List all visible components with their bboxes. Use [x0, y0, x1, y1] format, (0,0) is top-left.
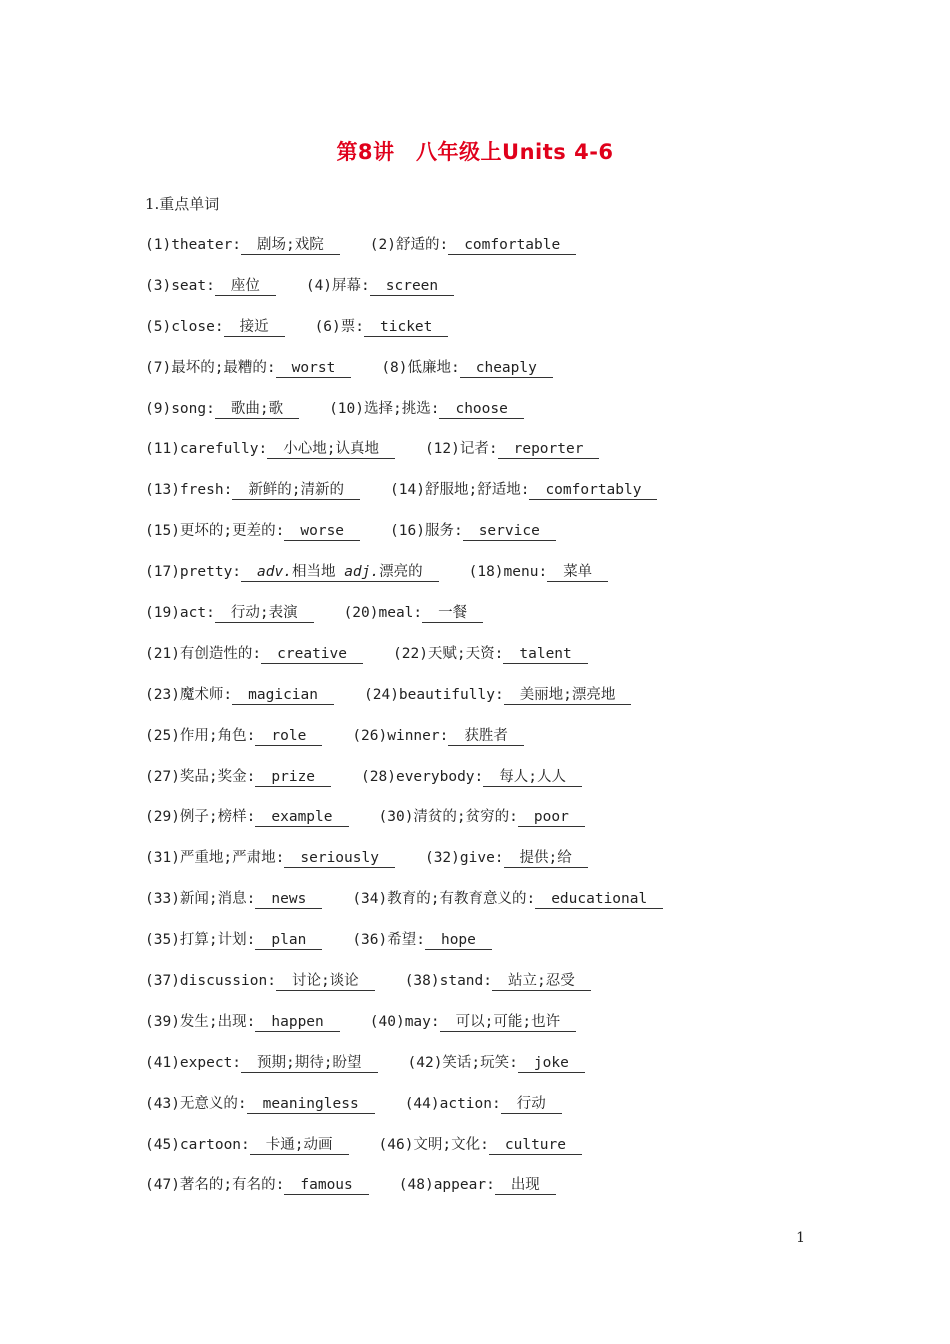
vocab-prompt: (42)笑话;玩笑: [407, 1054, 518, 1071]
vocab-prompt: (43)无意义的: [145, 1095, 247, 1112]
vocab-row [145, 518, 845, 559]
vocab-row [145, 641, 845, 682]
vocab-item [390, 477, 657, 503]
vocab-row [145, 314, 845, 355]
vocab-answer: comfortable [448, 236, 576, 255]
vocab-item [145, 477, 360, 503]
vocab-row [145, 436, 845, 477]
vocab-prompt: (2)舒适的: [369, 237, 449, 253]
vocab-item [145, 518, 360, 544]
vocab-item [405, 968, 591, 994]
vocab-item [425, 436, 600, 462]
vocab-prompt: (15)更坏的;更差的: [145, 523, 285, 540]
vocab-answer: 美丽地;漂亮地 [504, 686, 632, 705]
vocab-answer: 接近 [224, 318, 285, 337]
vocab-prompt: (33)新闻;消息: [145, 891, 256, 908]
vocab-prompt: (8)低廉地: [381, 359, 460, 376]
vocab-item [145, 314, 285, 340]
vocab-item [145, 1132, 349, 1158]
vocab-item [390, 518, 556, 544]
vocab-prompt: (4)屏幕: [305, 277, 370, 294]
vocab-prompt: (38)stand: [404, 973, 492, 990]
vocab-row [145, 1132, 845, 1173]
vocab-row [145, 886, 845, 927]
vocab-row [145, 804, 845, 845]
vocab-item [344, 600, 484, 626]
vocab-answer: reporter [498, 440, 600, 459]
vocab-answer: 一餐 [422, 604, 483, 623]
vocab-prompt: (30)清贫的;贫穷的: [378, 809, 518, 826]
vocab-prompt: (44)action: [404, 1095, 501, 1112]
vocab-prompt: (25)作用;角色: [145, 727, 256, 744]
section-heading: 1.重点单词 [145, 195, 220, 213]
answer-meaning: 漂亮的 [379, 564, 423, 581]
vocab-answer: service [463, 522, 556, 541]
vocab-answer: 行动 [501, 1095, 562, 1114]
vocab-item [370, 232, 576, 258]
vocab-item [145, 682, 334, 708]
vocab-item [370, 1009, 576, 1035]
part-of-speech: adv. [257, 564, 292, 581]
vocab-answer: creative [261, 645, 363, 664]
vocab-row [145, 559, 845, 600]
vocab-prompt: (22)天赋;天资: [393, 645, 504, 662]
vocab-item [145, 1172, 369, 1198]
vocab-item [379, 1132, 583, 1158]
vocab-row [145, 723, 845, 764]
vocab-item [145, 436, 395, 462]
spacer [335, 564, 344, 580]
vocab-answer: happen [255, 1013, 339, 1032]
vocab-item [145, 273, 276, 299]
vocab-item [145, 1091, 375, 1117]
vocab-prompt: (7)最坏的;最糟的: [145, 359, 276, 376]
vocab-item [145, 968, 375, 994]
vocab-item [145, 804, 349, 830]
vocab-item [361, 764, 582, 790]
vocab-item [145, 886, 322, 912]
vocab-answer: cheaply [460, 359, 553, 378]
vocab-item [145, 396, 299, 422]
vocab-row [145, 477, 845, 518]
vocab-prompt: (39)发生;出现: [145, 1013, 256, 1030]
vocab-row [145, 1091, 845, 1132]
vocab-prompt: (31)严重地;严肃地: [145, 850, 285, 867]
vocab-prompt: (24)beautifully: [364, 686, 504, 703]
vocabulary-list [145, 232, 845, 1213]
vocab-answer: 菜单 [547, 563, 608, 582]
vocab-prompt: (13)fresh: [145, 482, 233, 499]
vocab-item [145, 764, 331, 790]
vocab-answer: comfortably [529, 481, 657, 500]
vocab-answer: 提供;给 [504, 849, 588, 868]
vocab-answer: prize [255, 768, 331, 787]
vocab-item [364, 682, 631, 708]
vocab-answer: 新鲜的;清新的 [232, 481, 360, 500]
vocab-row [145, 1009, 845, 1050]
vocab-item [145, 559, 439, 585]
vocab-item [393, 641, 588, 667]
vocab-item [352, 886, 663, 912]
vocab-prompt: (20)meal: [343, 605, 423, 622]
vocab-answer: 站立;忍受 [492, 972, 591, 991]
vocab-prompt: (14)舒服地;舒适地: [390, 482, 530, 499]
vocab-prompt: (41)expect: [145, 1054, 242, 1071]
vocab-answer: poor [518, 808, 585, 827]
vocab-prompt: (32)give: [424, 850, 504, 867]
vocab-row [145, 845, 845, 886]
vocab-item [145, 641, 363, 667]
vocab-answer: 出现 [495, 1176, 556, 1195]
vocab-item [425, 845, 588, 871]
vocab-prompt: (11)carefully: [145, 441, 268, 458]
vocab-prompt: (9)song: [145, 400, 215, 417]
vocab-item [379, 804, 585, 830]
vocab-item [408, 1050, 585, 1076]
vocab-item [315, 314, 449, 340]
vocab-prompt: (27)奖品;奖金: [145, 768, 256, 785]
vocab-row [145, 927, 845, 968]
vocab-answer: famous [284, 1176, 368, 1195]
vocab-prompt: (45)cartoon: [145, 1136, 250, 1153]
vocab-row [145, 232, 845, 273]
vocab-prompt: (10)选择;挑选: [329, 400, 440, 417]
vocab-answer: plan [255, 931, 322, 950]
vocab-answer: choose [439, 400, 523, 419]
vocab-prompt: (48)appear: [398, 1177, 495, 1194]
vocab-answer: 每人;人人 [483, 768, 582, 787]
vocab-answer: 小心地;认真地 [267, 440, 395, 459]
answer-meaning: 相当地 [291, 564, 336, 581]
vocab-answer: example [255, 808, 348, 827]
vocab-answer: screen [370, 277, 454, 296]
vocab-answer: seriously [284, 849, 395, 868]
vocab-item [145, 845, 395, 871]
vocab-answer: meaningless [247, 1095, 375, 1114]
vocab-answer: worst [276, 359, 352, 378]
vocab-prompt: (35)打算;计划: [145, 932, 256, 949]
vocab-answer: culture [489, 1136, 582, 1155]
vocab-answer: hope [425, 931, 492, 950]
vocab-prompt: (6)票: [314, 318, 364, 335]
vocab-row [145, 968, 845, 1009]
vocab-prompt: (18)menu: [468, 564, 548, 581]
vocab-item [145, 600, 314, 626]
vocab-answer: 剧场;戏院 [241, 236, 340, 255]
vocab-row [145, 355, 845, 396]
vocab-answer: magician [232, 686, 334, 705]
page-number: 1 [796, 1230, 805, 1246]
vocab-answer: 歌曲;歌 [215, 400, 299, 419]
vocab-answer: 可以;可能;也许 [440, 1013, 576, 1032]
vocab-item [145, 1009, 340, 1035]
vocab-prompt: (19)act: [145, 605, 215, 622]
vocab-answer: 获胜者 [448, 727, 524, 746]
vocab-row [145, 1050, 845, 1091]
vocab-answer: news [255, 890, 322, 909]
vocab-prompt: (46)文明;文化: [378, 1136, 489, 1153]
vocab-prompt: (29)例子;榜样: [145, 809, 256, 826]
vocab-answer [241, 563, 439, 582]
vocab-answer: 讨论;谈论 [276, 972, 375, 991]
vocab-prompt: (1)theater: [145, 237, 242, 253]
vocab-item [399, 1172, 556, 1198]
vocab-prompt: (12)记者: [424, 441, 498, 458]
vocab-item [145, 1050, 378, 1076]
vocab-answer: joke [518, 1054, 585, 1073]
vocab-item [145, 927, 322, 953]
vocab-prompt: (37)discussion: [145, 973, 276, 990]
vocab-row [145, 764, 845, 805]
vocab-row [145, 600, 845, 641]
vocab-item [381, 355, 553, 381]
vocab-prompt: (36)希望: [352, 932, 425, 949]
vocab-answer: educational [535, 890, 663, 909]
vocab-prompt: (17)pretty: [145, 564, 242, 581]
vocab-answer: talent [503, 645, 587, 664]
vocab-answer: worse [284, 522, 360, 541]
vocab-answer: 行动;表演 [215, 604, 314, 623]
vocab-answer: 预期;期待;盼望 [241, 1054, 377, 1073]
vocab-answer: 卡通;动画 [250, 1136, 349, 1155]
vocab-row [145, 396, 845, 437]
vocab-prompt: (34)教育的;有教育意义的: [352, 891, 536, 908]
vocab-answer: ticket [364, 318, 448, 337]
vocab-prompt: (5)close: [145, 318, 224, 335]
part-of-speech: adj. [344, 564, 380, 581]
vocab-item [352, 723, 524, 749]
vocab-answer: role [255, 727, 322, 746]
vocab-item [469, 559, 609, 585]
vocab-prompt: (40)may: [369, 1013, 440, 1030]
vocab-row [145, 1172, 845, 1213]
vocab-row [145, 273, 845, 314]
vocab-row [145, 682, 845, 723]
vocab-item [352, 927, 492, 953]
vocab-item [145, 723, 322, 749]
vocab-answer: 座位 [215, 277, 276, 296]
page-title: 第8讲 八年级上Units 4-6 [336, 140, 614, 164]
vocab-prompt: (3)seat: [145, 277, 215, 294]
vocab-item [405, 1091, 562, 1117]
vocab-prompt: (16)服务: [390, 523, 463, 540]
vocab-prompt: (28)everybody: [361, 768, 484, 785]
vocab-item [306, 273, 454, 299]
vocab-item [145, 232, 340, 258]
vocab-item [145, 355, 351, 381]
vocab-prompt: (23)魔术师: [145, 686, 233, 703]
vocab-prompt: (47)著名的;有名的: [145, 1177, 285, 1194]
vocab-prompt: (26)winner: [352, 727, 449, 744]
vocab-item [329, 396, 524, 422]
vocab-prompt: (21)有创造性的: [145, 645, 262, 662]
